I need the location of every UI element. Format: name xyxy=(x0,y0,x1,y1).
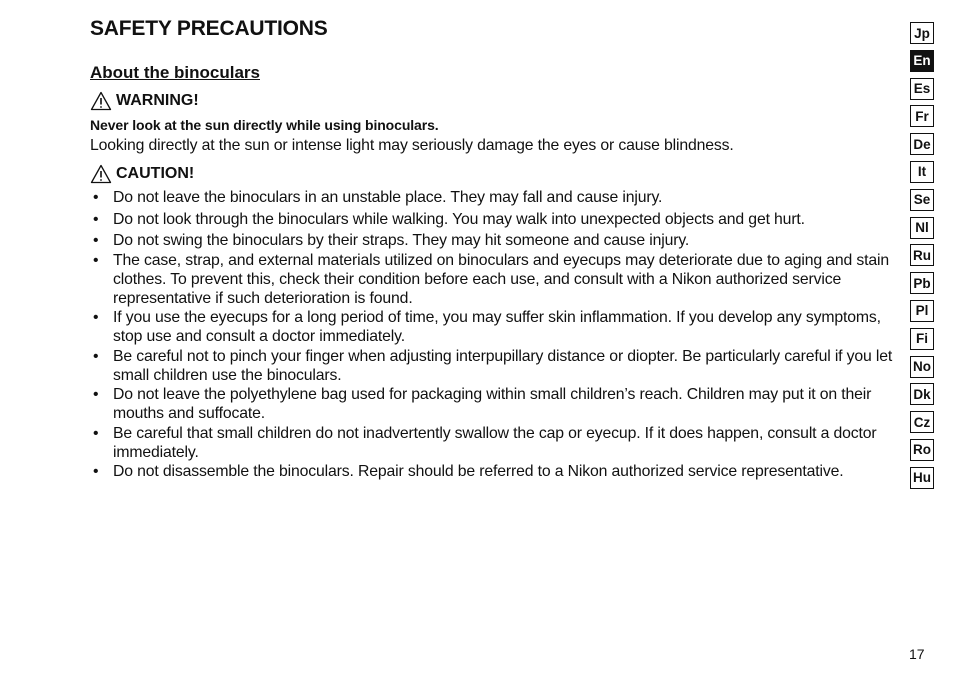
warning-text: Looking directly at the sun or intense light may seriously damage the eyes or cause blindness. xyxy=(90,137,734,154)
tab-language-dk[interactable]: Dk xyxy=(910,383,934,405)
list-item: • Be careful not to pinch your finger when adjusting interpupillary distance or diopter. Be particularly careful if you let small children use the binoculars. xyxy=(93,347,893,384)
tab-language-ru[interactable]: Ru xyxy=(910,244,934,266)
tab-language-de[interactable]: De xyxy=(910,133,934,155)
page-number: 17 xyxy=(909,646,925,662)
list-item: • Do not leave the polyethylene bag used for packaging within small children’s reach. Children may put it on their mouths and suffocate. xyxy=(93,386,872,422)
list-item: • Be careful that small children do not inadvertently swallow the cap or eyecup. If it does happen, consult a doctor immediately. xyxy=(93,424,877,461)
tab-language-es[interactable]: Es xyxy=(910,78,934,100)
tab-language-it[interactable]: It xyxy=(910,161,934,183)
tab-language-se[interactable]: Se xyxy=(910,189,934,211)
tab-language-en[interactable]: En xyxy=(910,50,934,72)
list-item: • If you use the eyecups for a long period of time, you may suffer skin inflammation. If you develop any symptoms, stop use and consult a doctor immediately. xyxy=(93,309,881,345)
tab-language-hu[interactable]: Hu xyxy=(910,467,934,489)
tab-language-fi[interactable]: Fi xyxy=(910,328,934,350)
tab-language-no[interactable]: No xyxy=(910,356,934,378)
tab-language-jp[interactable]: Jp xyxy=(910,22,934,44)
warning-subheading: Never look at the sun directly while using binoculars. xyxy=(90,117,439,133)
tab-language-fr[interactable]: Fr xyxy=(910,105,934,127)
list-item: • The case, strap, and external materials utilized on binoculars and eyecups may deteriorate due to aging and stain clothes. To prevent this, check their condition before each use, and consult with a Nikon authorized service representative if such deterioration is found. xyxy=(93,251,889,307)
list-item: • Do not disassemble the binoculars. Repair should be referred to a Nikon authorized service representative. xyxy=(93,463,844,480)
warning-triangle-icon xyxy=(90,164,112,184)
section-heading: About the binoculars xyxy=(90,63,260,82)
tab-language-nl[interactable]: Nl xyxy=(910,217,934,239)
caution-list xyxy=(93,188,899,482)
caution-label: CAUTION! xyxy=(116,165,195,182)
list-item: • Do not swing the binoculars by their straps. They may hit someone and cause injury. xyxy=(93,232,690,249)
warning-label: WARNING! xyxy=(116,92,199,109)
tab-language-pb[interactable]: Pb xyxy=(910,272,934,294)
caution-label-row xyxy=(90,164,194,184)
warning-triangle-icon xyxy=(90,91,112,111)
page-title: SAFETY PRECAUTIONS xyxy=(90,17,328,40)
list-item: • Do not leave the binoculars in an unstable place. They may fall and cause injury. xyxy=(93,189,663,206)
tab-language-pl[interactable]: Pl xyxy=(910,300,934,322)
warning-label-row xyxy=(90,91,199,111)
tab-language-cz[interactable]: Cz xyxy=(910,411,934,433)
list-item: • Do not look through the binoculars while walking. You may walk into unexpected objects and get hurt. xyxy=(93,211,805,228)
tab-language-ro[interactable]: Ro xyxy=(910,439,934,461)
language-tabs xyxy=(910,22,934,495)
